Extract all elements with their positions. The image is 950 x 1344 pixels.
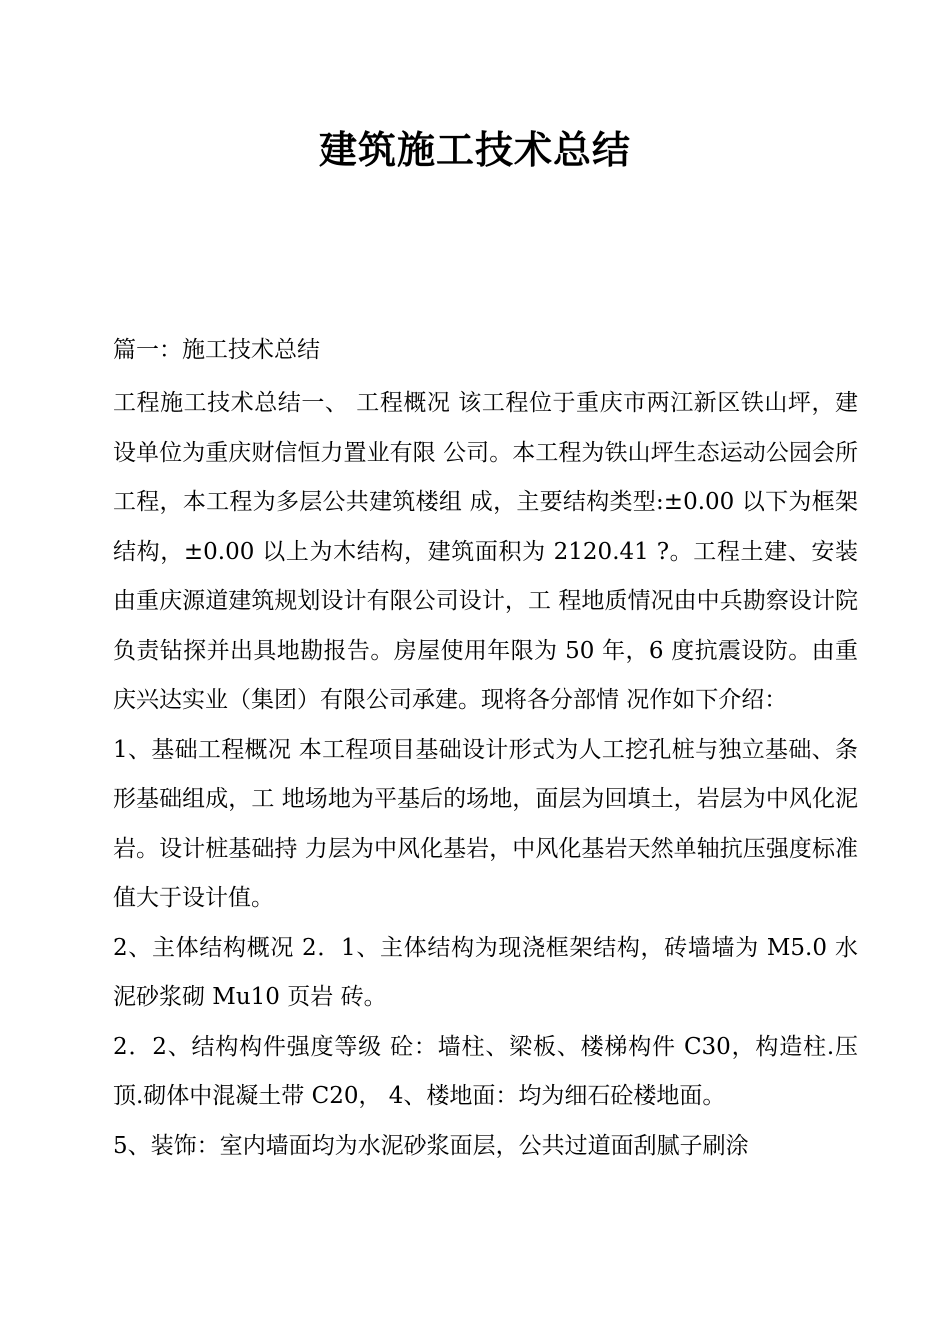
paragraph-foundation: 1、基础工程概况 本工程项目基础设计形式为人工挖孔桩与独立基础、条形基础组成，工 地场地为平基后的场地，面层为回填土，岩层为中风化泥岩。设计桩基础持 力层为中风化基岩，中风化基岩天然单轴抗压强度标准值大于设计值。 (113, 736, 858, 911)
paragraph-decoration: 5、装饰：室内墙面均为水泥砂浆面层，公共过道面刮腻子刷涂 (113, 1132, 749, 1159)
paragraph-project-overview: 工程施工技术总结一、 工程概况 该工程位于重庆市两江新区铁山坪，建设单位为重庆财信恒力置业有限 公司。本工程为铁山坪生态运动公园会所工程，本工程为多层公共建筑楼组 成，主要结构类型:±0.00 以下为框架结构，±0.00 以上为木结构，建筑面积为 2120.41 ?。工程土建、安装由重庆源道建筑规划设计有限公司设计，工 程地质情况由中兵勘察设计院负责钻探并出具地勘报告。房屋使用年限为 50 年，6 度抗震设防。由重庆兴达实业（集团）有限公司承建。现将各分部情 况作如下介绍： (113, 390, 858, 713)
document-title: 建筑施工技术总结 (318, 127, 631, 172)
paragraph-strength-grade: 2．2、结构构件强度等级 砼：墙柱、梁板、楼梯构件 C30，构造柱.压顶.砌体中混凝土带 C20， 4、楼地面：均为细石砼楼地面。 (113, 1033, 858, 1109)
paragraph-main-structure: 2、主体结构概况 2．1、主体结构为现浇框架结构，砖墙墙为 M5.0 水泥砂浆砌 Mu10 页岩 砖。 (113, 934, 858, 1010)
document-body (113, 379, 858, 1171)
section-heading: 篇一：施工技术总结 (113, 337, 320, 363)
